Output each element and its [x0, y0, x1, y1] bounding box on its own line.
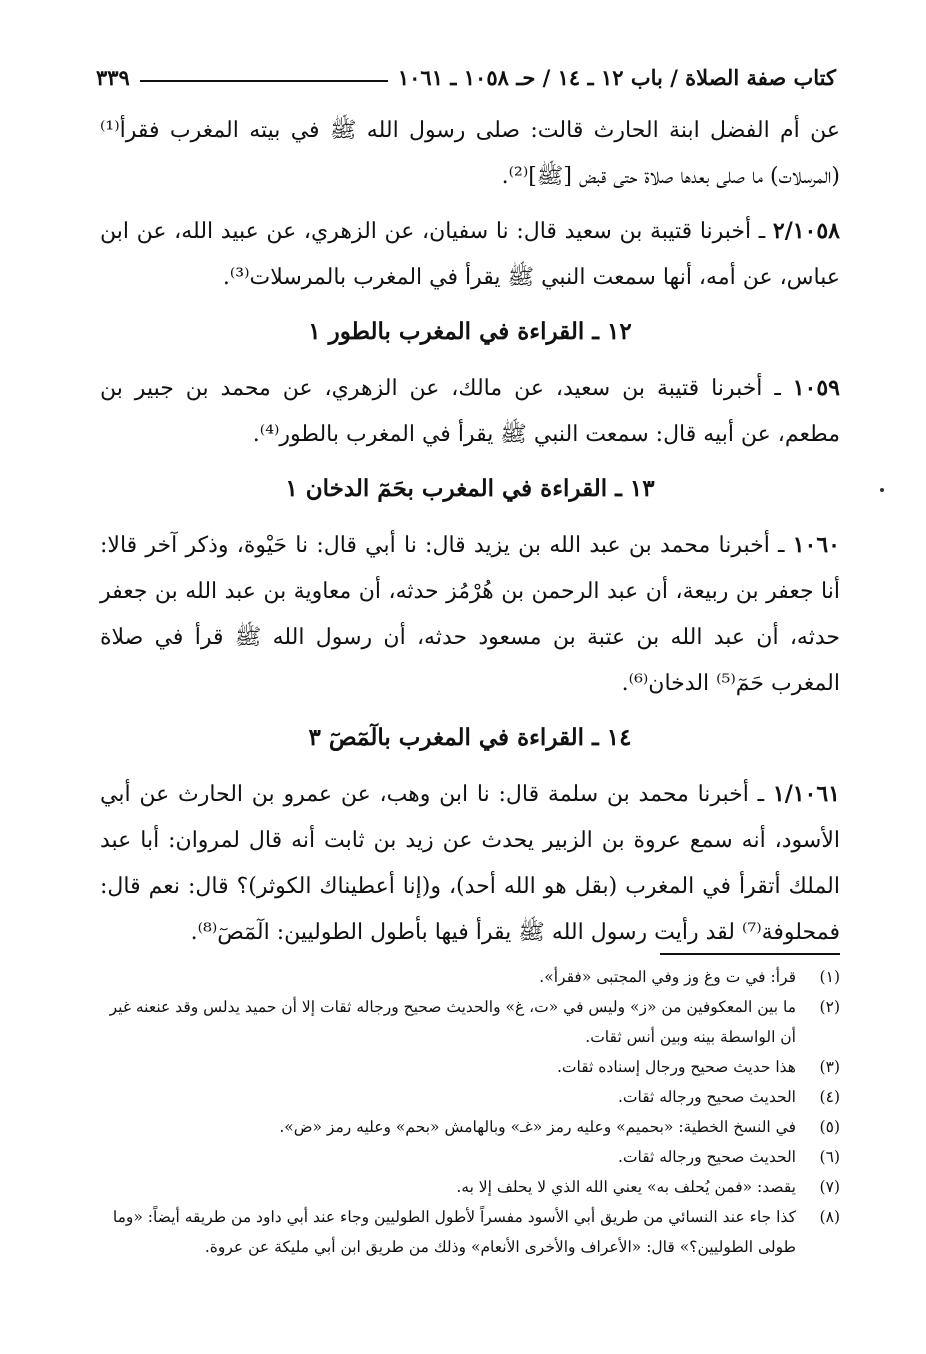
hadith-1059: [100, 365, 840, 458]
running-header: [96, 56, 836, 90]
main-text: [100, 108, 840, 964]
footnote: [100, 1052, 840, 1082]
hadith-number: ١٠٦٠: [792, 532, 840, 558]
hadith-number: ١٠٥٩: [792, 375, 840, 401]
footnote-text: يقصد: «فمن يُحلف به» يعني الله الذي لا يحلف إلا به.: [456, 1178, 796, 1196]
footnote-number: (٨): [819, 1208, 840, 1226]
footnote: [100, 1202, 840, 1262]
footnote: [100, 1172, 840, 1202]
chapter-heading-13: ١٣ ـ القراءة في المغرب بحَمٓ الدخان ١: [285, 475, 655, 502]
hadith-number: ١/١٠٦١: [772, 781, 840, 807]
chapter-heading-14: ١٤ ـ القراءة في المغرب بالٓمٓصٓ ٣: [308, 724, 632, 751]
hadith-text: ـ أخبرنا محمد بن عبد الله بن يزيد قال: نا أبي قال: نا حَيْوة، وذكر آخر قالا: أنا جعفر بن ربيعة، أن عبد الرحمن بن هُرْمُز حدثه، أن معاوية بن عبد الله بن جعفر حدثه، أن عبد الله بن عتبة بن مسعود حدثه، أن رسول الله ﷺ قرأ في صلاة المغرب حَمٓ⁽⁵⁾ الدخان⁽⁶⁾.: [100, 533, 840, 696]
footnote-number: (٦): [819, 1148, 840, 1166]
paragraph-continuation: عن أم الفضل ابنة الحارث قالت: صلى رسول الله ﷺ في بيته المغرب فقرأ⁽¹⁾ (المرسلات) ما صلى بعدها صلاة حتى قبض [ﷺ]⁽²⁾.: [100, 118, 840, 189]
header-rule: [140, 80, 388, 82]
page-number: ٣٣٩: [96, 65, 130, 90]
running-title: كتاب صفة الصلاة / باب ١٢ ـ ١٤ / حـ ١٠٥٨ ـ ١٠٦١: [397, 65, 836, 90]
hadith-1060: [100, 522, 840, 707]
footnote-separator: [660, 953, 840, 955]
hadith-text: ـ أخبرنا قتيبة بن سعيد، عن مالك، عن الزهري، عن محمد بن جبير بن مطعم، عن أبيه قال: سمعت النبي ﷺ يقرأ في المغرب بالطور⁽⁴⁾.: [100, 376, 840, 447]
footnote: [100, 992, 840, 1052]
footnote-number: (٥): [819, 1118, 840, 1136]
hadith-text: ـ أخبرنا قتيبة بن سعيد قال: نا سفيان، عن الزهري، عن عبيد الله، عن ابن عباس، عن أمه، أنها سمعت النبي ﷺ يقرأ في المغرب بالمرسلات⁽³⁾.: [100, 219, 840, 290]
footnote-number: (٢): [819, 998, 840, 1016]
footnote-number: (٣): [819, 1058, 840, 1076]
footnote: [100, 962, 840, 992]
footnotes: [100, 962, 840, 1262]
footnote-text: هذا حديث صحيح ورجال إسناده ثقات.: [556, 1058, 796, 1076]
footnote-text: قرأ: في ت وغ وز وفي المجتبى «فقرأ».: [539, 968, 796, 986]
footnote-text: في النسخ الخطية: «بحميم» وعليه رمز «غـ» وبالهامش «بحم» وعليه رمز «ض».: [279, 1118, 796, 1136]
hadith-1061: [100, 771, 840, 956]
footnote-text: الحديث صحيح ورجاله ثقات.: [617, 1148, 796, 1166]
footnote: [100, 1112, 840, 1142]
footnote-number: (٧): [819, 1178, 840, 1196]
footnote: [100, 1142, 840, 1172]
footnote-text: الحديث صحيح ورجاله ثقات.: [617, 1088, 796, 1106]
footnote-text: كذا جاء عند النسائي من طريق أبي الأسود مفسراً لأطول الطوليين وجاء عند أبي داود من طريقه أيضاً: «وما طولى الطوليين؟» قال: «الأعراف والأخرى الأنعام» وذلك من طريق ابن أبي مليكة عن عروة.: [112, 1208, 796, 1256]
print-speck: [880, 488, 884, 492]
chapter-heading-12: ١٢ ـ القراءة في المغرب بالطور ١: [308, 318, 632, 345]
hadith-number: ٢/١٠٥٨: [772, 218, 840, 244]
footnote: [100, 1082, 840, 1112]
hadith-text: ـ أخبرنا محمد بن سلمة قال: نا ابن وهب، عن عمرو بن الحارث عن أبي الأسود، أنه سمع عروة بن الزبير يحدث عن زيد بن ثابت أنه قال لمروان: أبا عبد الملك أتقرأ في المغرب (بقل هو الله أحد)، و(إنا أعطيناك الكوثر)؟ قال: نعم قال: فمحلوفة⁽⁷⁾ لقد رأيت رسول الله ﷺ يقرأ فيها بأطول الطوليين: الٓمٓصٓ⁽⁸⁾.: [100, 782, 840, 945]
footnote-text: ما بين المعكوفين من «ز» وليس في «ت، غ» والحديث صحيح ورجاله ثقات إلا أن حميد يدلس وقد عنعنه غير أن الواسطة بينه وبين أنس ثقات.: [109, 998, 796, 1046]
hadith-1058: [100, 208, 840, 301]
footnote-number: (١): [819, 968, 840, 986]
footnote-number: (٤): [819, 1088, 840, 1106]
